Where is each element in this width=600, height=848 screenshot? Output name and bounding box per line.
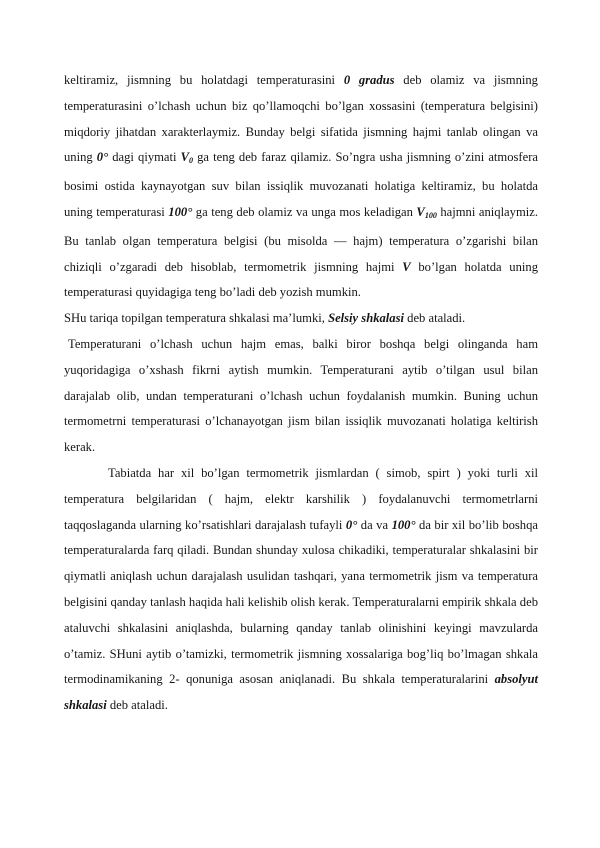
celsius-scale-term: Selsiy shkalasi	[328, 311, 404, 326]
paragraph-measurement: Temperaturani o’lchash uchun hajm emas, balki biror boshqa belgi olinganda ham yuqoridagiga o’xshash fikrni aytish mumkin. Temperaturani aytib o’tilgan usul bilan darajalab olib, undan temperaturani o’lchash uchun foydalanish mumkin. Buning uchun termometrni temperaturasi o’lchanayotgan jism bilan issiqlik muvozanati holatiga keltirish kerak.	[64, 336, 538, 455]
absolute-scale-term: absolyut shkalasi	[64, 672, 538, 713]
body-text	[64, 68, 538, 719]
hundred-degree-symbol: 100°	[168, 204, 193, 219]
volume-symbol: $V_0$	[180, 150, 194, 166]
zero-degree-symbol: 0°	[345, 517, 358, 532]
volume-100-symbol: $V_{100}$	[416, 204, 437, 220]
zero-degree-symbol: 0°	[96, 150, 109, 165]
paragraph-temperature-definition: keltiramiz, jismning bu holatdagi temperaturasini 0 gradus deb olamiz va jismning temperaturasini o’lchash uchun biz qo’llamoqchi bo’lgan xossasini (temperatura belgisini) miqdoriy jihatdan xarakterlaymiz. Bunday belgi sifatida jismning hajmi tanlab olingan va uning 0° dagi qiymati $V_0$ ga teng deb faraz qilamiz. So’ngra usha jismning o’zini atmosfera bosimi ostida kaynayotgan suv bilan issiqlik muvozanati holatiga keltiramiz, bu holatda uning temperaturasi 100° ga teng deb olamiz va unga mos keladigan $V_{100}$ hajmni aniqlaymiz. Bu tanlab olgan temperatura belgisi (bu misolda — hajm) temperatura o’zgarishi bilan chiziqli o’zgaradi deb hisoblab, termometrik jismning hajmi V bo’lgan holatda uning temperaturasi quyidagiga teng bo’ladi deb yozish mumkin.	[64, 73, 538, 300]
paragraph-celsius-scale: SHu tariqa topilgan temperatura shkalasi ma’lumki, Selsiy shkalasi deb ataladi.	[64, 311, 466, 326]
zero-degree-term: 0 gradus	[343, 73, 395, 87]
paragraph-thermometers: Tabiatda har xil bo’lgan termometrik jismlardan ( simob, spirt ) yoki turli xil temperatura belgilaridan ( hajm, elektr karshilik ) foydalanuvchi termometrlarni taqqoslaganda ularning ko’rsatishlari darajalash tufayli 0° da va 100° da bir xil bo’lib boshqa temperaturalarda farq qiladi. Bundan shunday xulosa chikadiki, temperaturalar shkalasini bir qiymatli aniqlash uchun darajalash usulidan tashqari, yana termometrik jism va temperatura belgisini qanday tanlash haqida hali kelishib olish kerak. Temperaturalarni empirik shkala deb ataluvchi shkalasini aniqlashda, bularning qanday tanlab olinishini keyingi mavzularda o’tamiz. SHuni aytib o’tamizki, termometrik jismning xossalariga bog’liq bo’lmagan shkala termodinamikaning 2- qonuniga asosan aniqlanadi. Bu shkala temperaturalarini absolyut shkalasi deb ataladi.	[64, 465, 538, 713]
volume-v-symbol: V	[402, 259, 411, 274]
hundred-degree-symbol: 100°	[391, 517, 416, 532]
